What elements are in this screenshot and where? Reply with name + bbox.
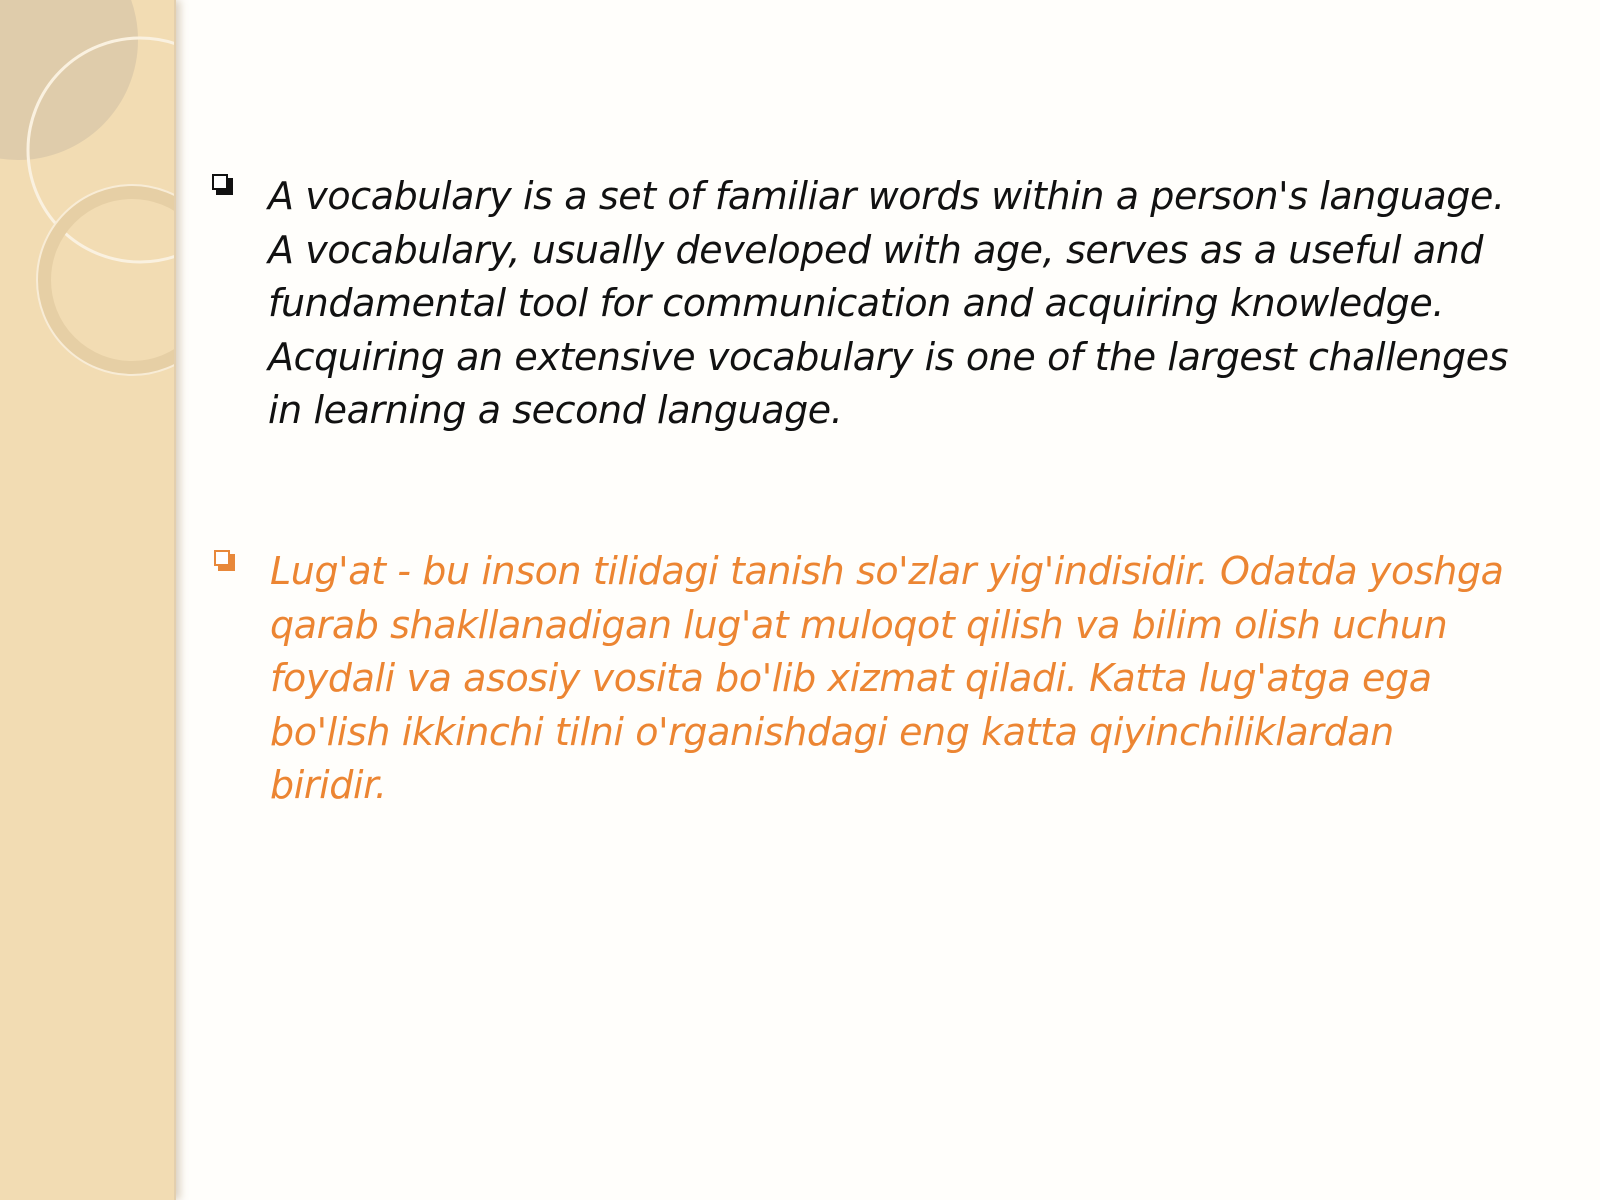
decorative-circle-large [0,0,138,160]
paragraph-uzbek: Lug'at - bu inson tilidagi tanish so'zlar yig'indisidir. Odatda yoshga qarab shakllanadigan lug'at muloqot qilish va bilim olish uchun foydali va asosiy vosita bo'lib xizmat qiladi. Katta lug'atga ega bo'lish ikkinchi tilni o'rganishdagi eng katta qiyinchiliklardan biridir. [270,549,1504,807]
square-bullet-icon [212,174,234,196]
square-bullet-icon [214,550,236,572]
decorative-side-panel [0,0,176,1200]
decorative-circles [0,0,176,1200]
decorative-ring-thick-highlight [37,185,176,375]
decorative-ring-thick [44,192,176,368]
paragraph-english: A vocabulary is a set of familiar words within a person's language. A vocabulary, usually developed with age, serves as a useful and fundamental tool for communication and acquiring knowledge. Acquiring an extensive vocabulary is one of the largest challenges in learning a second language. [268,174,1509,432]
panel-edge [174,0,176,1200]
